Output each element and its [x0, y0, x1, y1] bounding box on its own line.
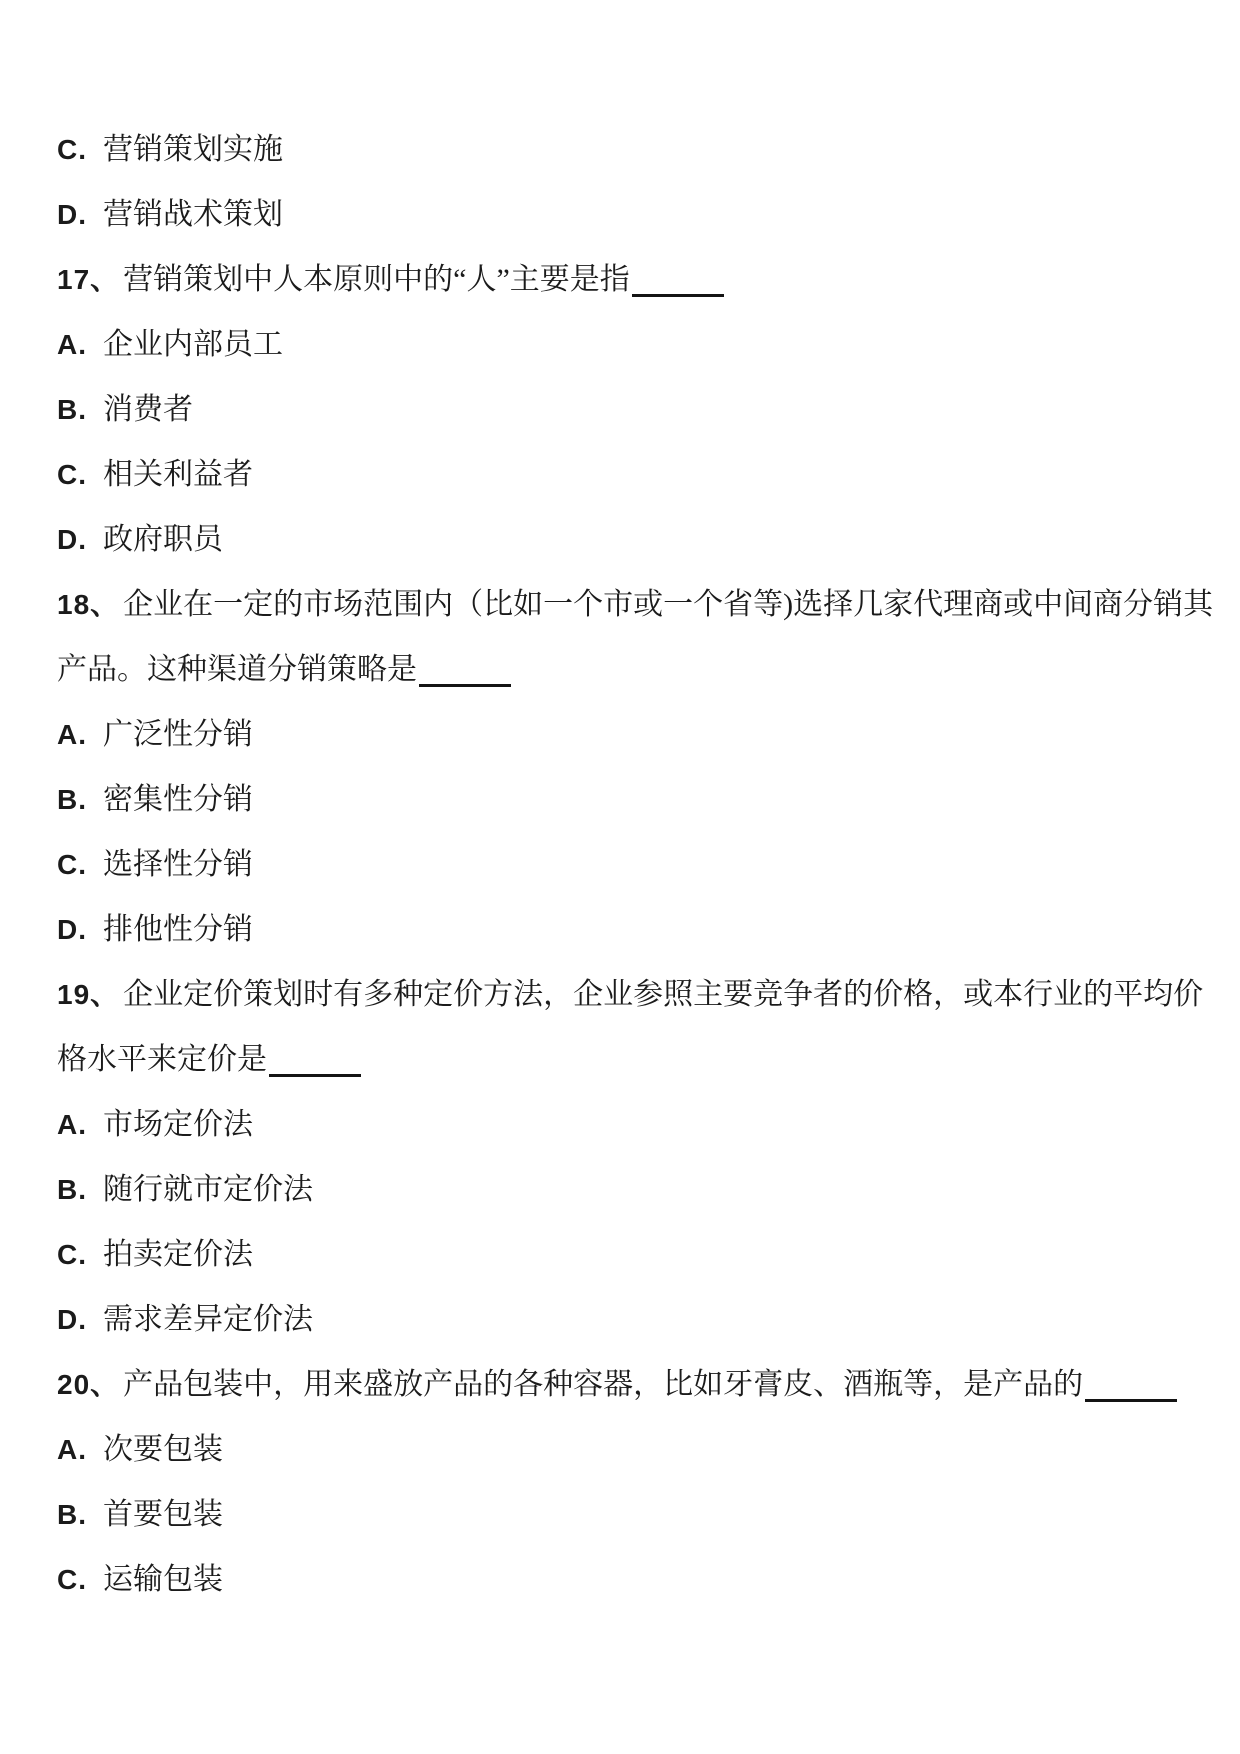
- q17-option-d: [57, 507, 1200, 572]
- question-list: [57, 117, 1214, 1612]
- option-letter: D.: [57, 199, 87, 230]
- q16-option-c: [57, 117, 1200, 182]
- option-letter: A.: [57, 719, 87, 750]
- question-text: 企业在一定的市场范围内（比如一个市或一个省等)选择几家代理商或中间商分销其: [123, 588, 1214, 621]
- q18-stem-line1: [57, 572, 1214, 637]
- q18-option-d: [57, 897, 1200, 962]
- option-letter: D.: [57, 914, 87, 945]
- option-text: 选择性分销: [103, 848, 253, 881]
- answer-blank: [1085, 1381, 1177, 1402]
- answer-blank: [632, 276, 724, 297]
- answer-blank: [269, 1056, 361, 1077]
- option-text: 密集性分销: [103, 783, 253, 816]
- q18-option-c: [57, 832, 1200, 897]
- option-letter: C.: [57, 134, 87, 165]
- option-letter: A.: [57, 329, 87, 360]
- option-letter: C.: [57, 1239, 87, 1270]
- option-letter: B.: [57, 784, 87, 815]
- option-text: 需求差异定价法: [103, 1303, 313, 1336]
- q19-option-c: [57, 1222, 1200, 1287]
- q18-stem-line2: [57, 637, 1200, 702]
- q20-option-c: [57, 1547, 1200, 1612]
- q20-stem: [57, 1352, 1200, 1417]
- question-text: 营销策划中人本原则中的“人”主要是指: [123, 263, 630, 296]
- q17-option-a: [57, 312, 1200, 377]
- question-number: 19、: [57, 979, 120, 1010]
- option-text: 次要包装: [103, 1433, 223, 1466]
- option-text: 随行就市定价法: [103, 1173, 313, 1206]
- q19-stem-line2: [57, 1027, 1200, 1092]
- question-number: 18、: [57, 589, 120, 620]
- option-text: 消费者: [103, 393, 193, 426]
- option-text: 营销战术策划: [103, 198, 283, 231]
- q19-option-d: [57, 1287, 1200, 1352]
- option-text: 市场定价法: [103, 1108, 253, 1141]
- option-letter: D.: [57, 1304, 87, 1335]
- question-number: 20、: [57, 1369, 120, 1400]
- q19-option-a: [57, 1092, 1200, 1157]
- question-text: 产品。这种渠道分销策略是: [57, 653, 417, 686]
- option-letter: B.: [57, 1499, 87, 1530]
- q18-option-a: [57, 702, 1200, 767]
- option-letter: D.: [57, 524, 87, 555]
- q18-option-b: [57, 767, 1200, 832]
- option-letter: C.: [57, 459, 87, 490]
- option-letter: A.: [57, 1109, 87, 1140]
- q17-stem: [57, 247, 1200, 312]
- question-text: 产品包装中，用来盛放产品的各种容器，比如牙膏皮、酒瓶等，是产品的: [123, 1368, 1084, 1401]
- answer-blank: [419, 666, 511, 687]
- q17-option-b: [57, 377, 1200, 442]
- q20-option-b: [57, 1482, 1200, 1547]
- option-letter: A.: [57, 1434, 87, 1465]
- option-text: 运输包装: [103, 1563, 223, 1596]
- option-letter: B.: [57, 394, 87, 425]
- q19-stem-line1: [57, 962, 1204, 1027]
- q20-option-a: [57, 1417, 1200, 1482]
- option-text: 拍卖定价法: [103, 1238, 253, 1271]
- option-letter: C.: [57, 1564, 87, 1595]
- option-letter: B.: [57, 1174, 87, 1205]
- q17-option-c: [57, 442, 1200, 507]
- option-text: 相关利益者: [103, 458, 253, 491]
- option-letter: C.: [57, 849, 87, 880]
- option-text: 企业内部员工: [103, 328, 283, 361]
- option-text: 政府职员: [103, 523, 223, 556]
- question-text: 企业定价策划时有多种定价方法，企业参照主要竞争者的价格，或本行业的平均价: [123, 978, 1204, 1011]
- option-text: 营销策划实施: [103, 133, 283, 166]
- option-text: 首要包装: [103, 1498, 223, 1531]
- option-text: 排他性分销: [103, 913, 253, 946]
- q19-option-b: [57, 1157, 1200, 1222]
- q16-option-d: [57, 182, 1200, 247]
- option-text: 广泛性分销: [103, 718, 253, 751]
- question-text: 格水平来定价是: [57, 1043, 267, 1076]
- question-number: 17、: [57, 264, 120, 295]
